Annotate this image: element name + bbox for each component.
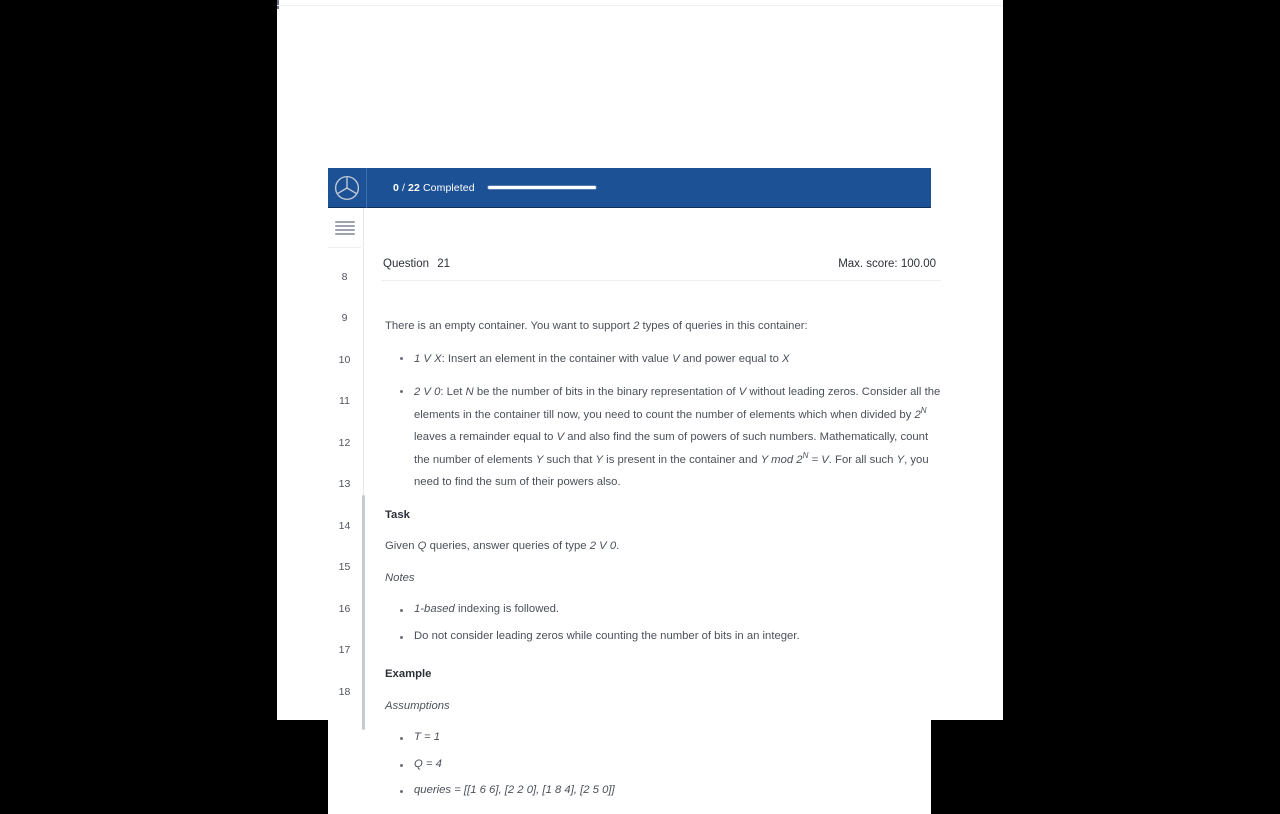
list-item: 1-based indexing is followed. xyxy=(414,600,943,620)
sidebar-item-question-10[interactable]: 10 xyxy=(338,353,351,366)
statement-intro: There is an empty container. You want to support 2 types of queries in this container: xyxy=(385,320,808,332)
assessment-body xyxy=(328,208,941,814)
question-header-row xyxy=(383,208,943,270)
list-item: 1 V X: Insert an element in the container with value V and power equal to X xyxy=(414,348,943,370)
vertical-scrollbar-thumb[interactable] xyxy=(362,495,365,730)
sidebar-item-question-9[interactable]: 9 xyxy=(341,312,348,325)
sidebar-item-question-15[interactable]: 15 xyxy=(338,561,351,574)
list-item: queries = [[1 6 6], [2 2 0], [1 8 4], [2 5 0]] xyxy=(414,781,943,801)
notes-list xyxy=(385,600,943,647)
progress-bar xyxy=(488,186,596,189)
mercedes-benz-star-icon xyxy=(334,175,360,201)
sidebar-item-question-13[interactable]: 13 xyxy=(338,478,351,491)
question-label: Question xyxy=(383,258,430,270)
assumptions-list xyxy=(385,728,943,801)
sidebar-item-question-11[interactable]: 11 xyxy=(339,395,350,408)
question-navigation-rail xyxy=(328,208,361,814)
sidebar-item-question-8[interactable]: 8 xyxy=(341,270,348,283)
assumptions-heading: Assumptions xyxy=(385,699,450,712)
page-top-divider xyxy=(277,5,1003,6)
question-number-list xyxy=(328,248,361,713)
max-score-label: Max. score: 100.00 xyxy=(838,258,936,270)
list-item: T = 1 xyxy=(414,728,943,748)
list-item: Q = 4 xyxy=(414,755,943,775)
progress-total: 22 xyxy=(408,181,420,194)
sidebar-item-question-18[interactable]: 18 xyxy=(338,685,351,698)
notes-heading: Notes xyxy=(385,571,415,584)
content-scroll-area xyxy=(361,208,371,814)
sidebar-item-question-17[interactable]: 17 xyxy=(338,644,351,657)
progress-completed: 0 xyxy=(393,181,399,194)
progress-area xyxy=(367,182,596,194)
sidebar-item-question-14[interactable]: 14 xyxy=(338,519,351,532)
browser-page xyxy=(277,0,1003,797)
task-heading: Task xyxy=(385,508,410,521)
progress-separator: / xyxy=(401,181,406,194)
task-text: Given Q queries, answer queries of type 2 V 0. xyxy=(385,540,620,553)
assessment-widget xyxy=(328,168,941,814)
progress-label xyxy=(393,182,475,194)
assessment-header xyxy=(328,168,931,208)
question-number: 21 xyxy=(437,258,451,270)
example-heading: Example xyxy=(385,668,432,681)
brand-logo-cell xyxy=(328,168,367,208)
question-statement xyxy=(383,281,943,801)
list-item: 2 V 0: Let N be the number of bits in the binary representation of V without leading zeros. Consider all the elements in the container till now, you need to count the number of elements which when divided by $2^N$ leaves a remainder equal to V and also find the sum of powers of such numbers. Mathematically, count the number of elements Y such that Y is present in the container and Y mod $2^N = V$. For all such Y, you need to find the sum of their powers also. xyxy=(414,381,943,493)
sidebar-item-question-12[interactable]: 12 xyxy=(338,436,351,449)
sidebar-item-question-16[interactable]: 16 xyxy=(338,602,351,615)
hamburger-menu-icon[interactable] xyxy=(335,221,355,235)
progress-word: Completed xyxy=(422,181,475,194)
query-types-list xyxy=(385,348,943,493)
list-item: Do not consider leading zeros while counting the number of bits in an integer. xyxy=(414,627,943,647)
question-content xyxy=(371,208,943,814)
question-title xyxy=(383,258,450,270)
